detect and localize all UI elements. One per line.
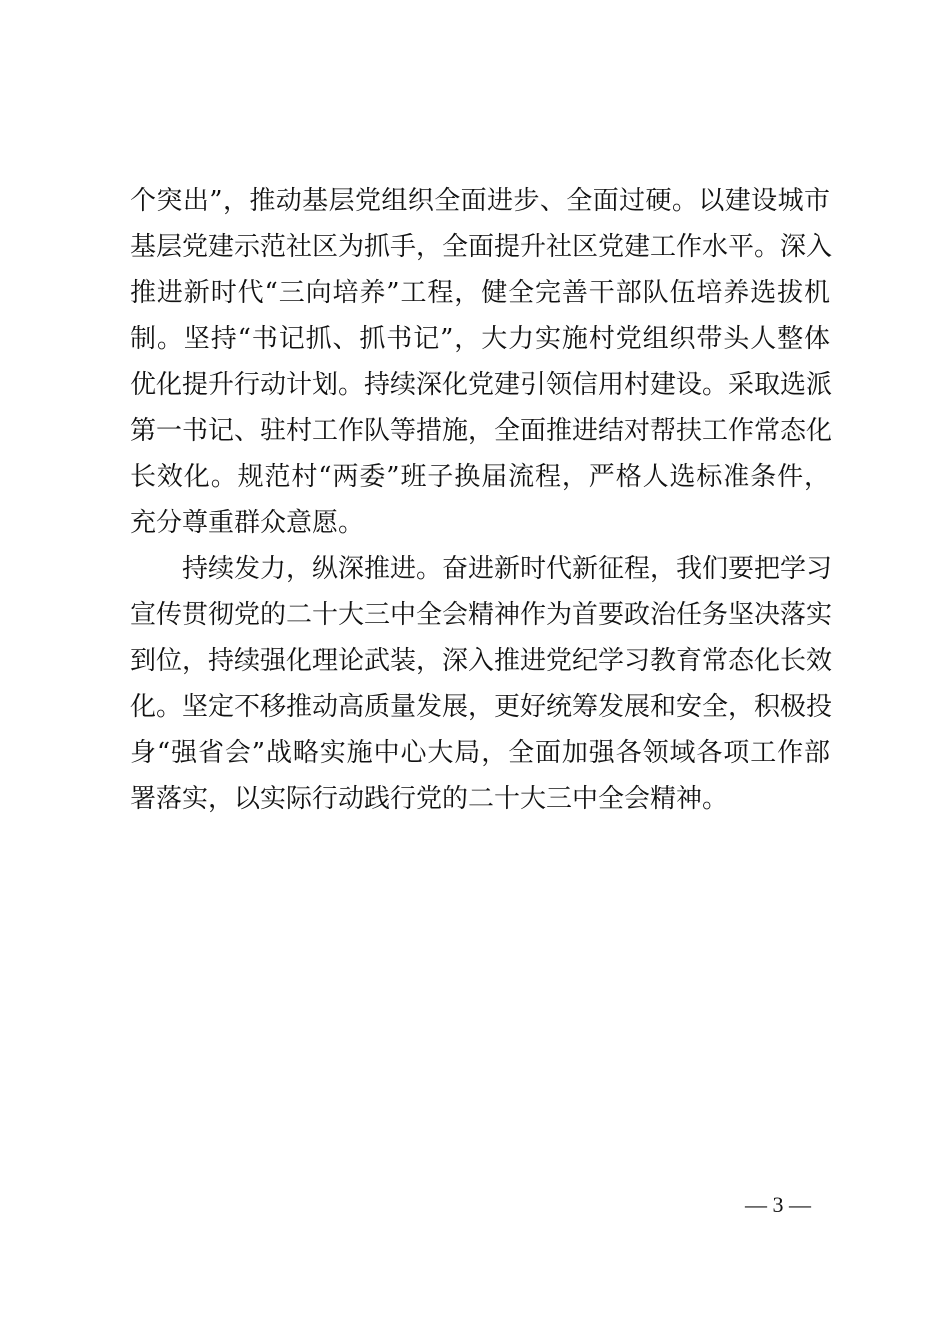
- text-line: 长效化。规范村“两委”班子换届流程，严格人选标准条件，: [130, 462, 830, 492]
- text-line: 第一书记、驻村工作队等措施，全面推进结对帮扶工作常态化: [130, 416, 833, 446]
- paragraph-2: [130, 546, 833, 822]
- text-line: 宣传贯彻党的二十大三中全会精神作为首要政治任务坚决落实: [130, 600, 833, 630]
- text-line: 到位，持续强化理论武装，深入推进党纪学习教育常态化长效: [130, 646, 833, 676]
- text-line: 制。坚持“书记抓、抓书记”，大力实施村党组织带头人整体: [130, 324, 830, 354]
- page-number: — 3 —: [745, 1192, 811, 1217]
- text-line: 充分尊重群众意愿。: [130, 508, 365, 538]
- text-line: 持续发力，纵深推进。奋进新时代新征程，我们要把学习: [182, 554, 833, 584]
- text-line: 化。坚定不移推动高质量发展，更好统筹发展和安全，积极投: [130, 692, 833, 722]
- text-line: 推进新时代“三向培养”工程，健全完善干部队伍培养选拔机: [130, 278, 830, 308]
- text-line: 基层党建示范社区为抓手，全面提升社区党建工作水平。深入: [130, 232, 833, 262]
- paragraph-1: [130, 178, 833, 546]
- body-text: [130, 178, 833, 822]
- text-line: 个突出”，推动基层党组织全面进步、全面过硬。以建设城市: [130, 186, 830, 216]
- text-line: 署落实，以实际行动践行党的二十大三中全会精神。: [130, 784, 729, 814]
- text-line: 优化提升行动计划。持续深化党建引领信用村建设。采取选派: [130, 370, 833, 400]
- text-line: 身“强省会”战略实施中心大局，全面加强各领域各项工作部: [130, 738, 830, 768]
